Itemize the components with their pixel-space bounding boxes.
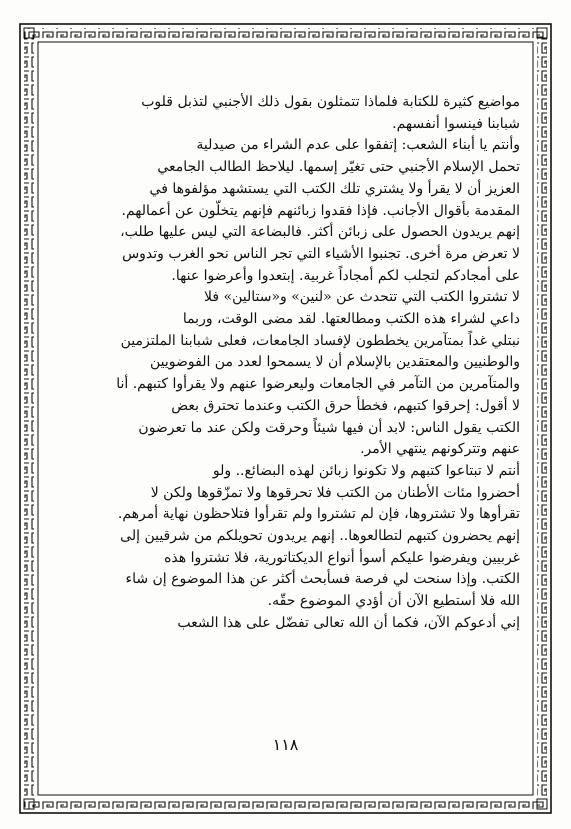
text-line: تقرأوها ولا تشتروها، فإن لم تشتروا ولم تقرأوا فتلاحظون نهاية أمرهم. bbox=[117, 506, 520, 523]
text-line: والوطنيين والمعتقدين بالإسلام أن لا يسمحوا لعدد من الفوضويين bbox=[149, 354, 520, 371]
text-line: إني أدعوكم الآن، فكما أن الله تعالى تفضّل على هذا الشعب bbox=[177, 614, 520, 631]
body-text bbox=[50, 92, 520, 635]
text-line: داعي لشراء هذه الكتب ومطالعتها. لقد مضى الوقت، وربما bbox=[182, 311, 520, 328]
text-line: إنهم يريدون الحصول على زبائن أكثر. فالبضاعة التي ليس عليها طلب، bbox=[120, 224, 520, 241]
text-line: غربيين ويفرضوا عليكم أسوأ أنواع الديكتاتورية، فلا تشتروا هذه bbox=[164, 549, 520, 566]
text-line: الكتب يقول الناس: لابد أن فيها شيئاً وحرقت ولكن عند ما تعرضون bbox=[138, 419, 520, 436]
text-line: مواضيع كثيرة للكتابة فلماذا تتمثلون بقول ذلك الأجنبي لتذبل قلوب bbox=[141, 94, 520, 110]
text-line: أنتم لا تبتاعوا كتبهم ولا تكونوا زبائن لهذه البضائع.. ولو bbox=[212, 462, 520, 479]
text-line: تحمل الإسلام الأجنبي حتى تغيّر إسمها. ليلاحظ الطالب الجامعي bbox=[157, 159, 520, 176]
text-line: لا تعرض مرة أخرى. تجنبوا الأشياء التي تجر الناس نحو الغرب وتدوس bbox=[122, 245, 520, 262]
text-line: وأنتم يا أبناء الشعب: إتفقوا على عدم الشراء من صيدلية bbox=[196, 137, 520, 154]
text-line: والمتآمرين من التآمر في الجامعات وليعرضوا عنهم ولا يقرأوا كتبهم. أنا bbox=[116, 376, 520, 393]
text-line: لا تشتروا الكتب التي تتحدث عن «لنين» و«ستالين» فلا bbox=[204, 289, 520, 306]
text-line: المقدمة بأقوال الأجانب. فإذا فقدوا زبائنهم فإنهم يتخلّون عن أعمالهم. bbox=[121, 202, 520, 219]
text-line: عنهم وتتركونهم ينتهي الأمر. bbox=[360, 441, 520, 458]
page-number: ١١٨ bbox=[272, 735, 299, 754]
text-line: أحضروا مئات الأطنان من الكتب فلا تحرقوها ولا تمزّقوها ولكن لا bbox=[150, 484, 520, 501]
text-line: إنهم يحضرون كتبهم لتطالعوها.. إنهم يريدون تحويلكم من شرقيين إلى bbox=[120, 528, 520, 545]
text-line: لا أقول: إحرقوا كتبهم، فخطأ حرق الكتب وعندما تحترق بعض bbox=[171, 397, 520, 414]
text-line: شبابنا فينسوا أنفسهم. bbox=[392, 115, 520, 132]
text-line: الله فلا أستطيع الآن أن أؤدي الموضوع حقّه. bbox=[267, 593, 520, 610]
text-line: على أمجادكم لتجلب لكم أمجاداً غربية. إبتعدوا وأعرضوا عنها. bbox=[171, 267, 520, 284]
text-line: الكتب. وإذا سنحت لي فرصة فسأبحث أكثر عن هذا الموضوع إن شاء bbox=[125, 571, 520, 588]
text-line: العزيز أن لا يقرأ ولا يشتري تلك الكتب التي يستشهد مؤلفوها في bbox=[149, 180, 520, 197]
text-line: نبتلي غداً بمتآمرين يخططون لإفساد الجامعات، فعلى شبابنا الملتزمين bbox=[120, 332, 520, 349]
